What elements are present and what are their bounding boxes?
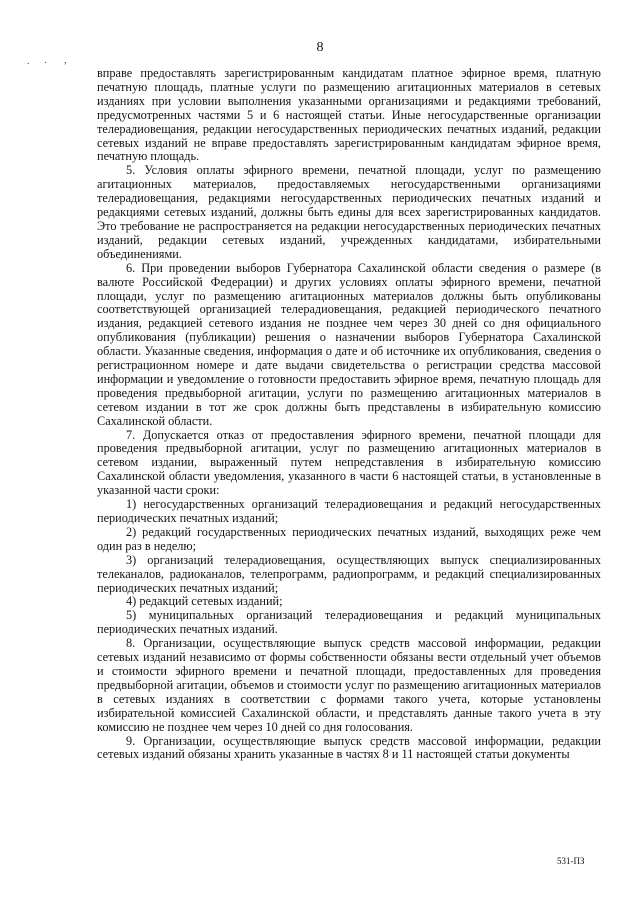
document-code: 531-ПЗ: [557, 856, 585, 866]
document-body: [97, 67, 601, 762]
paragraph-part-6: 6. При проведении выборов Губернатора Сахалинской области сведения о размере (в валюте Российской Федерации) и других условиях оплаты эфирного времени, печатной площади, услуг по размещению агитационных материалов должны быть опубликованы соответствующей организацией телерадиовещания, редакцией периодического печатного издания, редакцией сетевого издания не позднее чем через 30 дней со дня официального опубликования (публикации) решения о назначении выборов Губернатора Сахалинской области. Указанные сведения, информация о дате и об источнике их опубликования, сведения о регистрационном номере и дате выдачи свидетельства о регистрации средства массовой информации и уведомление о готовности предоставить эфирное время, печатную площадь для проведения предвыборной агитации, услуги по размещению агитационных материалов в сетевом издании в тот же срок должны быть представлены в избирательную комиссию Сахалинской области.: [97, 260, 601, 428]
paragraph-part-8: 8. Организации, осуществляющие выпуск средств массовой информации, редакции сетевых изданий независимо от формы собственности обязаны вести отдельный учет объемов и стоимости эфирного времени и печатной площади, предоставленных для проведения предвыборной агитации, объемов и стоимости услуг по размещению агитационных материалов в сетевых изданиях в соответствии с формами такого учета, которые установлены избирательной комиссией Сахалинской области, и представлять данные такого учета в эту комиссию не позднее чем через 10 дней со дня голосования.: [97, 636, 601, 734]
scan-mark: .: [27, 56, 30, 67]
list-item-4: 4) редакций сетевых изданий;: [126, 594, 283, 609]
scan-mark: ·: [44, 58, 48, 69]
list-item-3: 3) организаций телерадиовещания, осуществляющих выпуск специализированных телеканалов, радиоканалов, телепрограмм, радиопрограмм, и редакций специализированных периодических печатных изданий;: [97, 552, 601, 595]
paragraph-part-9: 9. Организации, осуществляющие выпуск средств массовой информации, редакции сетевых изданий обязаны хранить указанные в частях 8 и 11 настоящей статьи документы: [97, 733, 601, 762]
page-number: 8: [316, 40, 324, 55]
list-item-5: 5) муниципальных организаций телерадиовещания и редакций муниципальных периодических печатных изданий.: [97, 608, 601, 637]
list-item-2: 2) редакций государственных периодических печатных изданий, выходящих реже чем один раз в неделю;: [97, 524, 601, 553]
paragraph-part-5: 5. Условия оплаты эфирного времени, печатной площади, услуг по размещению агитационных материалов, предоставляемых негосударственными организациями телерадиовещания, редакциями негосударственных периодических печатных изданий и редакциями сетевых изданий, должны быть едины для всех зарегистрированных кандидатов. Это требование не распространяется на редакции негосударственных периодических печатных изданий, редакции сетевых изданий, учрежденных кандидатами, избирательными объединениями.: [97, 163, 601, 261]
scan-mark: ,: [64, 55, 67, 66]
paragraph-part-7: 7. Допускается отказ от предоставления эфирного времени, печатной площади для проведения предвыборной агитации, услуг по размещению агитационных материалов в сетевом издании, выраженный путем непредставления в избирательную комиссию Сахалинской области уведомления, указанного в части 6 настоящей статьи, в установленные в указанной части сроки:: [97, 427, 601, 498]
paragraph-continuation: вправе предоставлять зарегистрированным кандидатам платное эфирное время, платную печатную площадь, платные услуги по размещению агитационных материалов в сетевых изданиях при условии выполнения указанными организациями и редакциями требований, предусмотренных частями 5 и 6 настоящей статьи. Иные негосударственные организации телерадиовещания, редакции негосударственных периодических печатных изданий, редакции сетевых изданий не вправе предоставлять зарегистрированным кандидатам эфирное время, печатную площадь.: [97, 66, 601, 164]
list-item-1: 1) негосударственных организаций телерадиовещания и редакций негосударственных периодических печатных изданий;: [97, 497, 601, 525]
